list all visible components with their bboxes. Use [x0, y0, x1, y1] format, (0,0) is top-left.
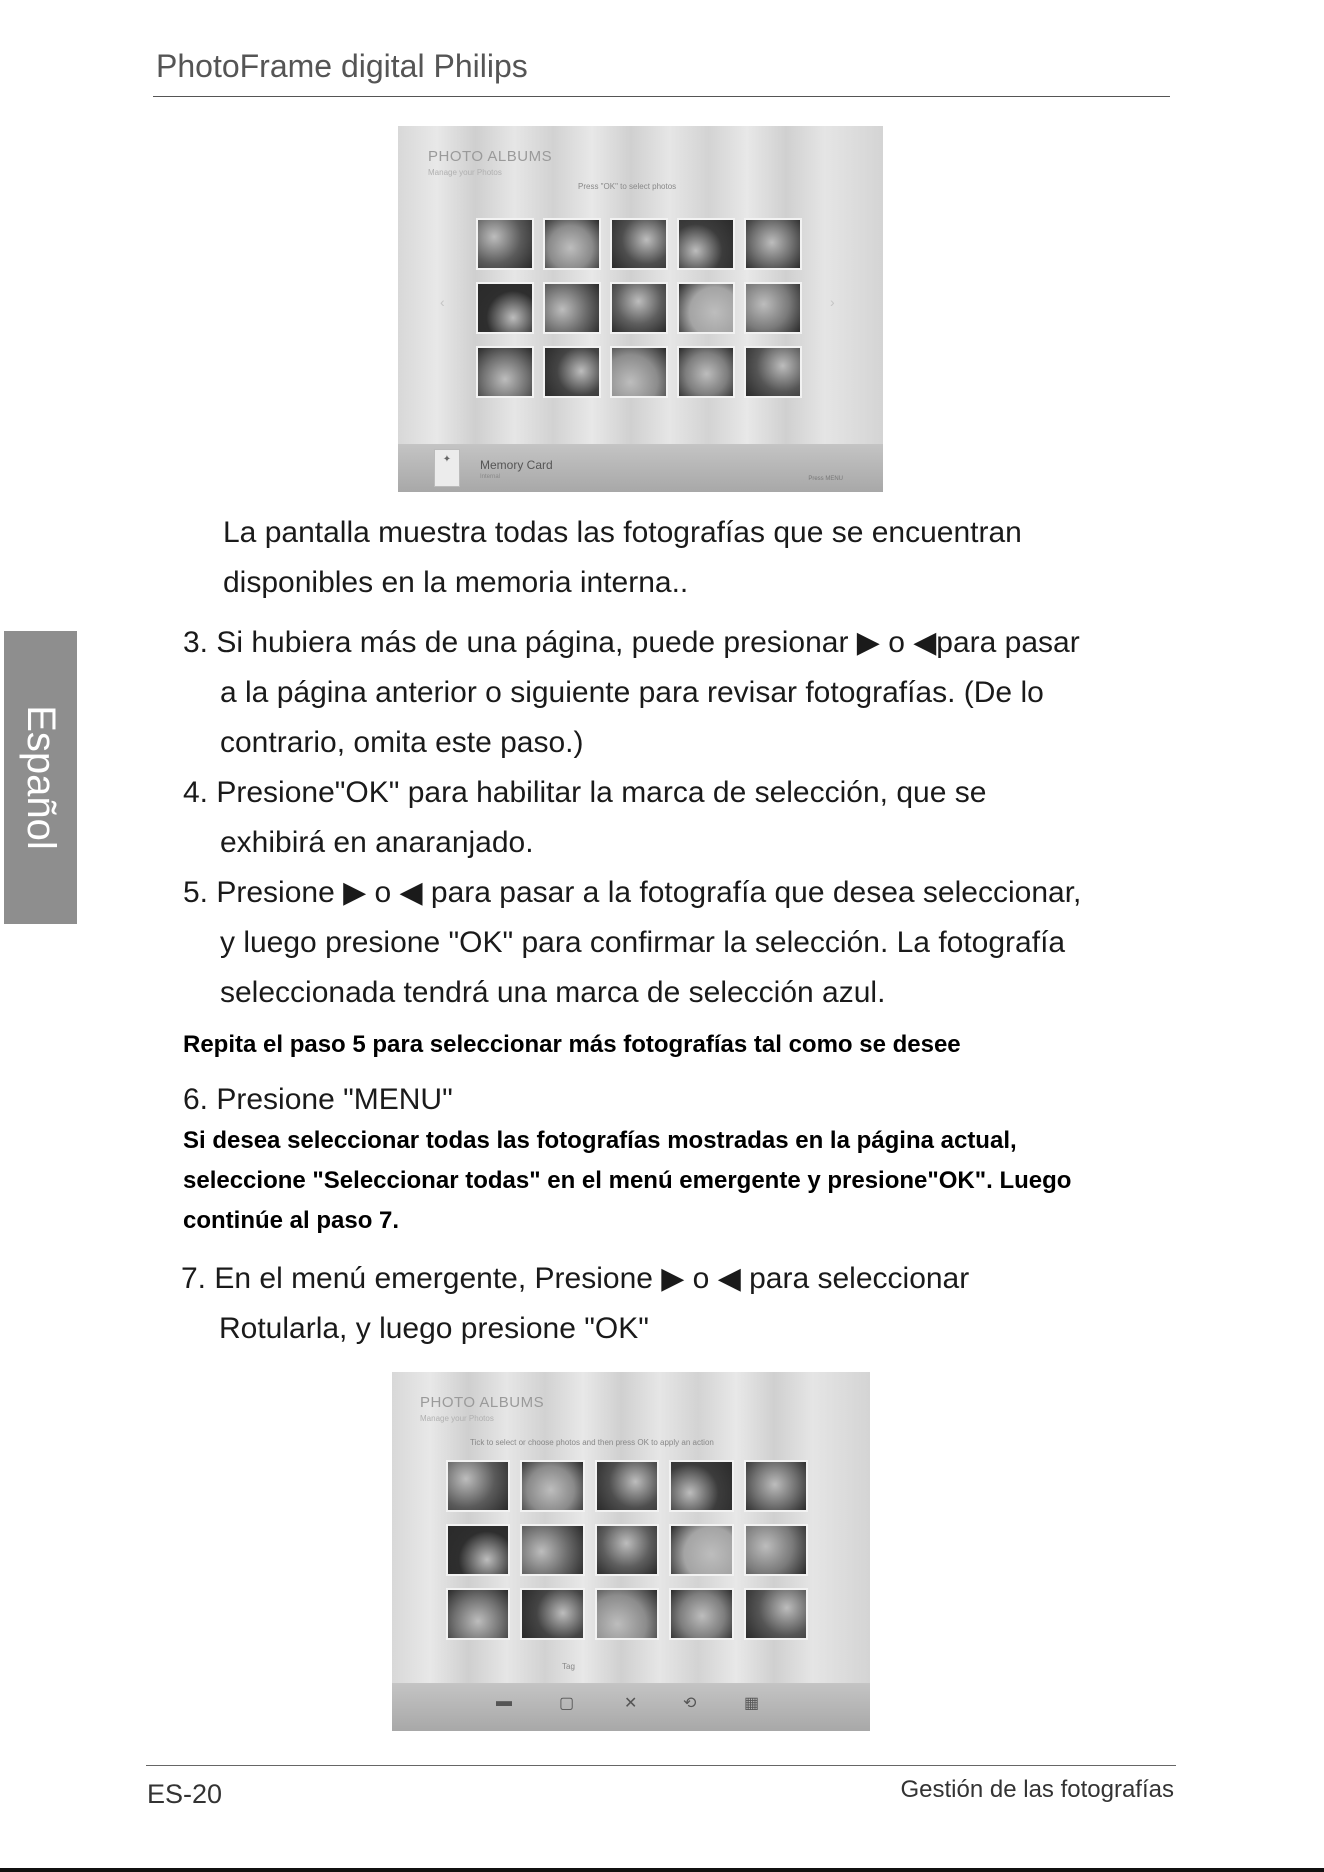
photo-thumbnail[interactable] — [543, 218, 601, 270]
photo-thumbnail[interactable] — [476, 218, 534, 270]
screen1-bottom-bar — [398, 444, 883, 492]
photo-thumbnail[interactable] — [520, 1460, 584, 1512]
photo-thumbnail[interactable] — [610, 282, 668, 334]
note-select-all-line-1: Si desea seleccionar todas las fotografías mostradas en la página actual, — [183, 1127, 1017, 1154]
photo-thumbnail[interactable] — [446, 1588, 510, 1640]
step7-line-2: Rotularla, y luego presione "OK" — [219, 1312, 649, 1345]
delete-icon: ✕ — [624, 1695, 638, 1712]
photo-thumbnail[interactable] — [744, 1460, 808, 1512]
intro-line-1: La pantalla muestra todas las fotografías que se encuentran — [223, 516, 1022, 549]
photo-thumbnail[interactable] — [744, 1524, 808, 1576]
page-bottom-rule — [0, 1868, 1324, 1872]
photo-thumbnail[interactable] — [520, 1524, 584, 1576]
step7-line-1: 7. En el menú emergente, Presione ▶ o ◀ para seleccionar — [181, 1262, 970, 1295]
photo-thumbnail[interactable] — [446, 1524, 510, 1576]
header-rule — [153, 96, 1170, 97]
photo-thumbnail[interactable] — [543, 282, 601, 334]
screen2-title: PHOTO ALBUMS — [420, 1394, 545, 1411]
photo-thumbnail[interactable] — [677, 218, 735, 270]
photo-albums-screen-2 — [392, 1372, 870, 1731]
photo-thumbnail[interactable] — [744, 282, 802, 334]
photo-thumbnail[interactable] — [476, 282, 534, 334]
photo-thumbnail[interactable] — [744, 218, 802, 270]
rotate-icon: ⟲ — [683, 1695, 697, 1712]
photo-thumbnail[interactable] — [610, 218, 668, 270]
copy-icon: ▢ — [559, 1695, 575, 1712]
photo-thumbnail[interactable] — [520, 1588, 584, 1640]
note-select-all-line-2: seleccione "Seleccionar todas" en el menú emergente y presione"OK". Luego — [183, 1167, 1072, 1194]
photo-thumbnail[interactable] — [669, 1588, 733, 1640]
step3-line-1: 3. Si hubiera más de una página, puede presionar ▶ o ◀para pasar — [183, 626, 1080, 659]
chevron-right-icon: › — [830, 294, 835, 310]
slideshow-icon: ▦ — [744, 1695, 760, 1712]
footer-rule — [146, 1765, 1176, 1766]
screen2-tip: Tag — [562, 1662, 575, 1671]
photo-thumbnail[interactable] — [595, 1588, 659, 1640]
footer-page-number: ES-20 — [147, 1779, 223, 1809]
step3-line-2: a la página anterior o siguiente para revisar fotografías. (De lo — [220, 676, 1044, 709]
screen2-bottom-bar — [392, 1683, 870, 1731]
photo-thumbnail[interactable] — [610, 346, 668, 398]
memory-card-label: Memory Card — [480, 458, 553, 472]
side-tab-label: Español — [19, 705, 63, 850]
chevron-left-icon: ‹ — [440, 294, 445, 310]
photo-thumbnail[interactable] — [677, 282, 735, 334]
language-side-tab — [4, 631, 77, 924]
thumbnail-grid — [446, 1460, 808, 1640]
step5-line-2: y luego presione "OK" para confirmar la selección. La fotografía — [220, 926, 1066, 959]
screen2-subtitle: Manage your Photos — [420, 1414, 494, 1423]
photo-thumbnail[interactable] — [744, 346, 802, 398]
photo-albums-screen-1 — [398, 126, 883, 492]
footer-section-title: Gestión de las fotografías — [900, 1776, 1174, 1803]
step4-line-2: exhibirá en anaranjado. — [220, 826, 534, 859]
step3-line-3: contrario, omita este paso.) — [220, 726, 584, 759]
step6-line-1: 6. Presione "MENU" — [183, 1083, 453, 1116]
screen2-hint: Tick to select or choose photos and then press OK to apply an action — [470, 1438, 714, 1447]
photo-thumbnail[interactable] — [669, 1524, 733, 1576]
page-header-title: PhotoFrame digital Philips — [156, 48, 528, 84]
photo-thumbnail[interactable] — [446, 1460, 510, 1512]
tag-icon: ▬ — [496, 1693, 512, 1710]
step4-line-1: 4. Presione"OK" para habilitar la marca de selección, que se — [183, 776, 987, 809]
memory-card-sublabel: Internal — [480, 474, 501, 480]
step5-line-1: 5. Presione ▶ o ◀ para pasar a la fotografía que desea seleccionar, — [183, 876, 1082, 909]
photo-thumbnail[interactable] — [744, 1588, 808, 1640]
step5-line-3: seleccionada tendrá una marca de selección azul. — [220, 976, 886, 1009]
photo-thumbnail[interactable] — [669, 1460, 733, 1512]
screen1-subtitle: Manage your Photos — [428, 168, 502, 177]
intro-line-2: disponibles en la memoria interna.. — [223, 566, 689, 599]
photo-thumbnail[interactable] — [595, 1460, 659, 1512]
photo-thumbnail[interactable] — [677, 346, 735, 398]
screen1-hint: Press "OK" to select photos — [578, 182, 677, 191]
screen1-title: PHOTO ALBUMS — [428, 148, 553, 165]
photo-thumbnail[interactable] — [476, 346, 534, 398]
memory-card-icon: ✦ — [434, 449, 460, 487]
bar-right-hint: Press MENU — [808, 476, 843, 482]
thumbnail-grid — [476, 218, 802, 398]
note-repeat: Repita el paso 5 para seleccionar más fotografías tal como se desee — [183, 1031, 961, 1058]
photo-thumbnail[interactable] — [595, 1524, 659, 1576]
photo-thumbnail[interactable] — [543, 346, 601, 398]
screen2-action-bar — [392, 1693, 870, 1717]
note-select-all-line-3: continúe al paso 7. — [183, 1207, 400, 1234]
